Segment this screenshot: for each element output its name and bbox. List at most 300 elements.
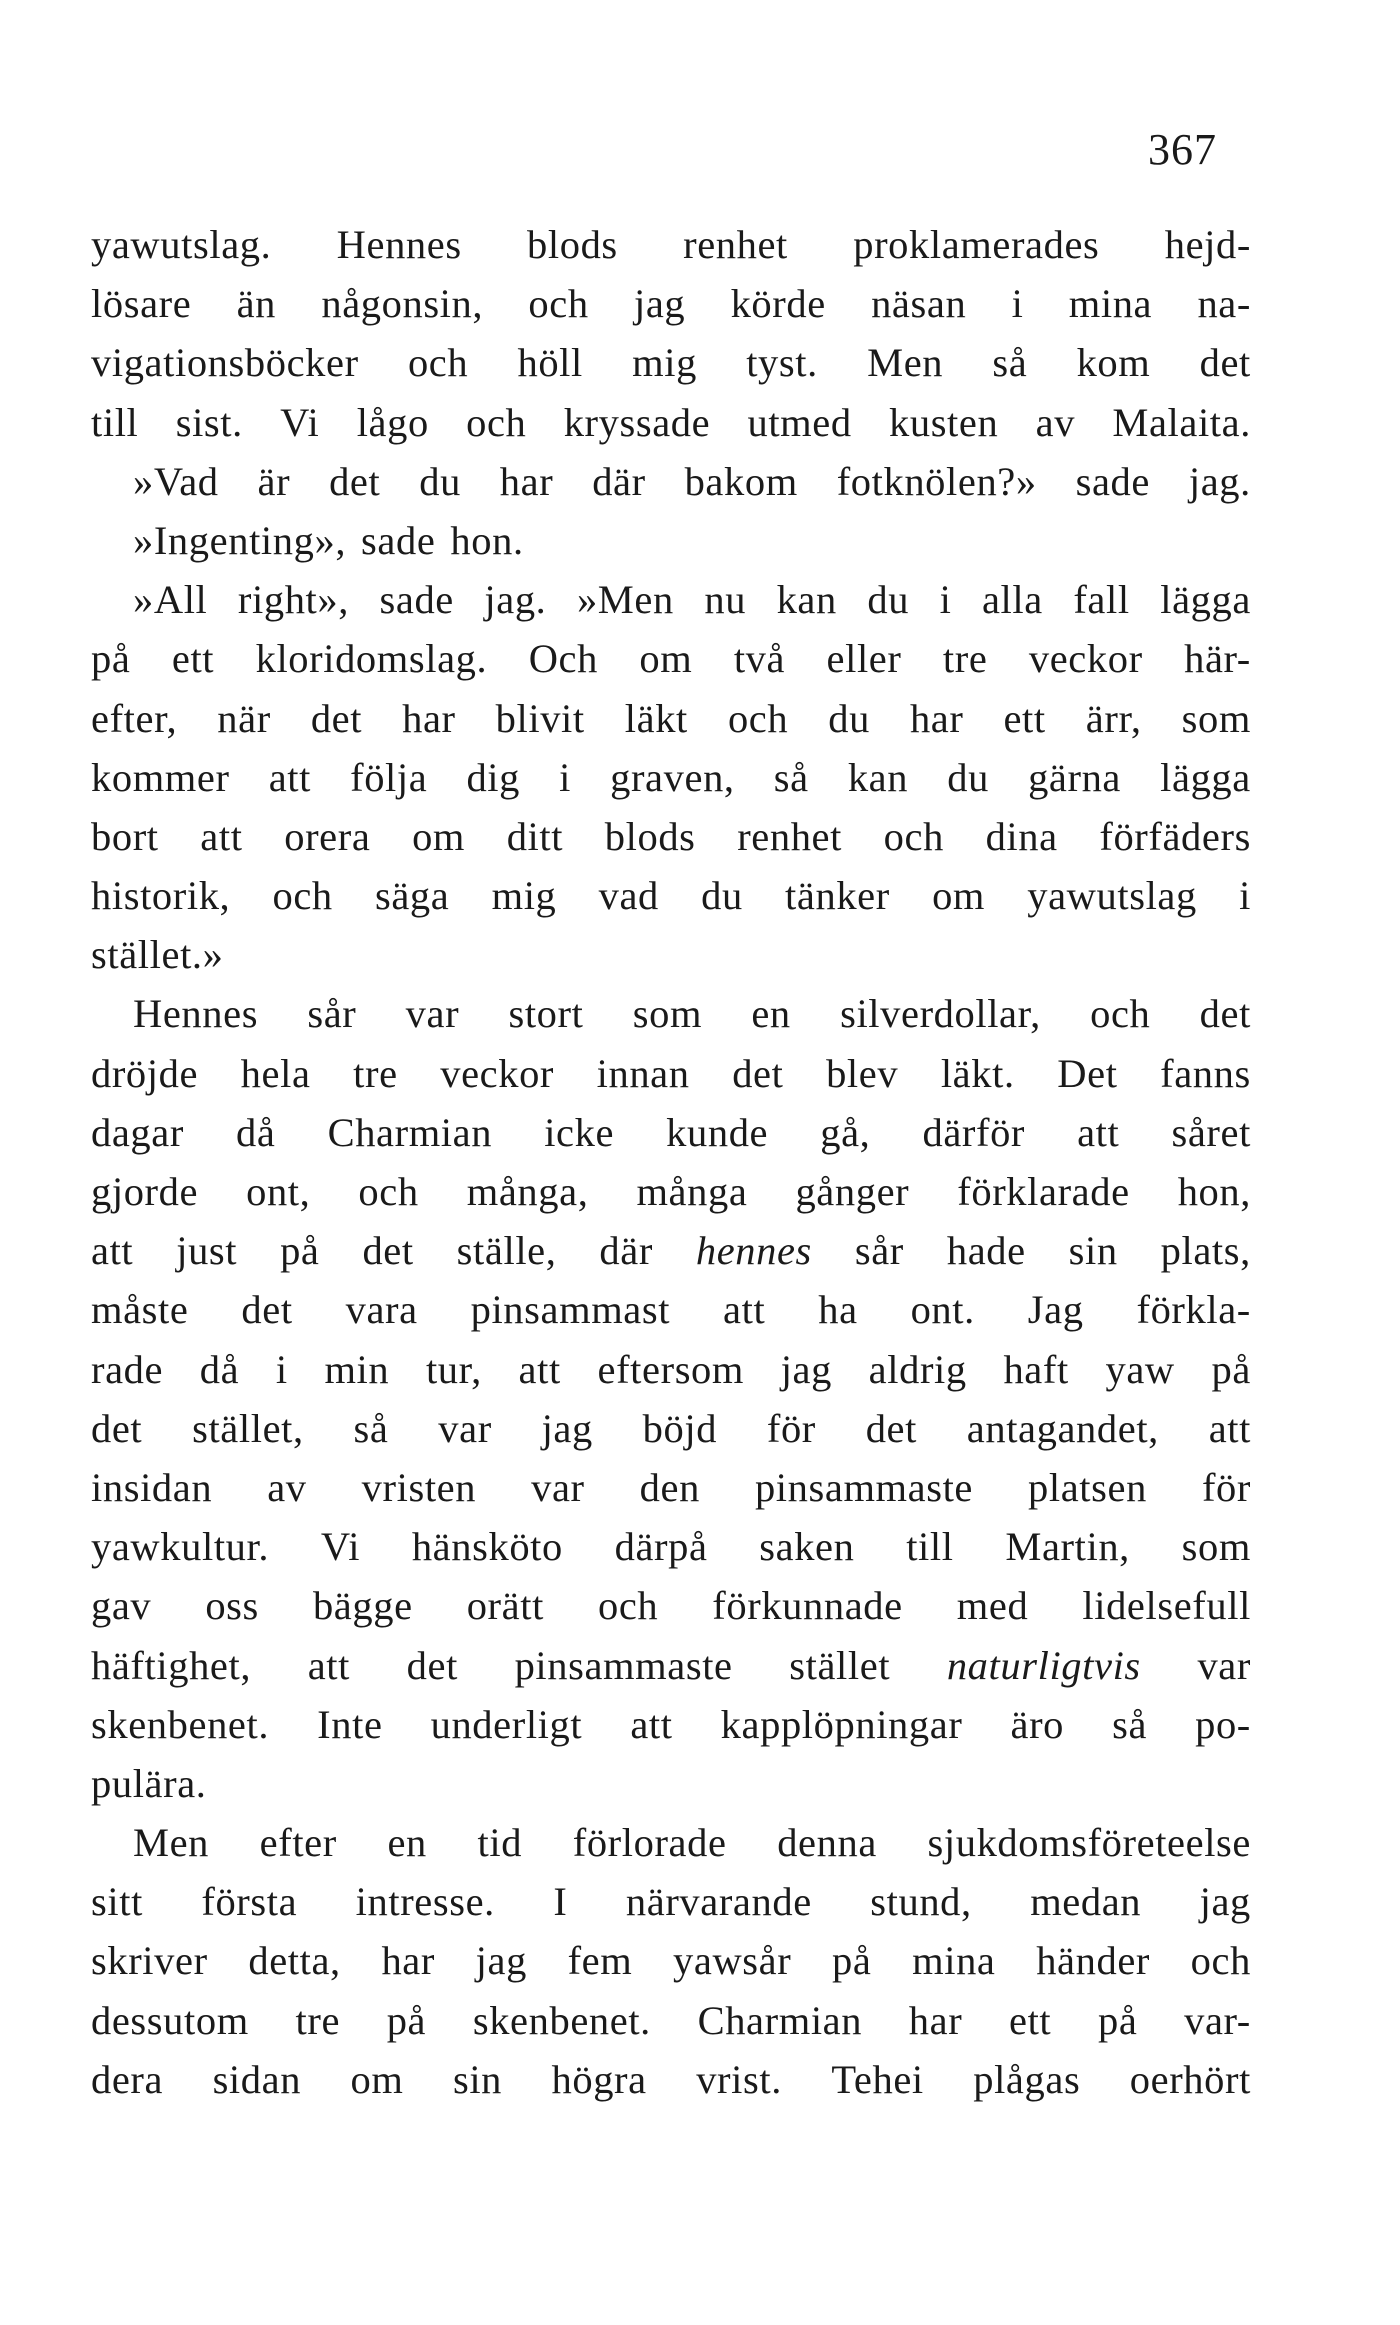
word: så [773,754,809,800]
word: att [1077,1109,1120,1155]
word: höll [517,340,583,386]
word: det [362,1228,414,1274]
word: att [630,1701,673,1747]
word: som [1181,695,1251,741]
word: tyst. [746,340,818,386]
word: eller [826,636,902,682]
word: Men [133,1820,210,1866]
word: silverdollar, [840,991,1041,1037]
text-line [91,215,1251,274]
word: det [406,1642,458,1688]
word: det [1199,991,1251,1037]
word: i [939,577,952,623]
word: jag [780,1346,832,1392]
word: var- [1184,1997,1251,2043]
word: dessutom [91,1997,249,2043]
text-line [91,689,1251,748]
word: Vi [280,399,320,445]
word: närvarande [625,1879,812,1925]
word: veckor [440,1050,555,1096]
word: alla [981,577,1043,623]
word: jag [541,1405,593,1451]
word: och [407,340,469,386]
word: på [91,636,131,682]
word: och [1090,991,1151,1037]
word: gånger [795,1169,910,1214]
word: tre [942,636,988,682]
word: och [528,281,589,327]
word: ett [171,636,215,682]
word: naturligtvis [946,1642,1141,1688]
text-line [91,333,1251,392]
word: gå, [820,1109,871,1155]
word: po- [1195,1701,1251,1747]
word: på [832,1938,872,1984]
word: ett [1003,695,1046,741]
word: att [1208,1405,1251,1451]
text-line [91,1695,1251,1754]
word: om [932,873,986,919]
word: historik, [91,873,231,919]
word: jag [1199,1879,1251,1925]
word: har [499,458,554,504]
word: det [329,458,381,504]
word: av [267,1464,307,1510]
word: dera [91,2056,164,2102]
word: du [947,754,989,800]
word: tre [295,1997,341,2043]
word: om [639,636,693,682]
word: och [466,399,527,445]
word: ett [1009,1997,1052,2043]
word: kloridomslag. [255,636,488,682]
word: en [751,991,791,1037]
word: oss [205,1583,259,1629]
word: just [176,1228,238,1274]
word: det [241,1287,293,1333]
text-line [91,1517,1251,1576]
word: sidan [212,2056,302,2102]
word: oerhört [1129,2056,1251,2102]
word: lågo [356,399,429,445]
word: blods [527,222,618,267]
word: läkt. [940,1050,1015,1096]
word: pinsammast [470,1287,671,1333]
word: därpå [614,1524,708,1570]
word: tur, [425,1346,482,1392]
word: fotknölen?» [836,458,1037,504]
word: kusten [889,399,999,445]
word: proklamerades [853,222,1100,267]
word: och [272,873,333,919]
text-line [91,748,1251,807]
word: ont, [246,1169,311,1214]
word: det [91,1405,143,1451]
word: efter [259,1820,337,1866]
word: följa [350,754,428,800]
text-line [91,1636,1251,1695]
word: hejd- [1164,222,1251,267]
word: måste [91,1287,189,1333]
word: Jag [1027,1287,1084,1333]
word: såret [1171,1109,1251,1155]
word: stället [789,1642,891,1688]
word: antagandet, [966,1405,1159,1451]
text-line [91,1162,1251,1221]
word: lösare [91,281,192,327]
word: mig [632,340,697,386]
word: orätt [466,1583,544,1629]
word: att [200,813,243,859]
word: hade [946,1228,1026,1274]
word: häftighet, [91,1642,252,1688]
word: tänker [785,873,890,919]
word: innan [596,1050,690,1096]
word: right», [237,577,349,623]
word: kan [776,577,837,623]
word: vara [345,1287,418,1333]
word: dina [985,813,1058,859]
word: det [1199,340,1251,386]
word: för [766,1405,816,1451]
text-line [91,1754,1251,1813]
word: yawutslag. [91,222,272,267]
word: att [723,1287,766,1333]
page-number: 367 [1148,125,1217,174]
word: Inte [317,1701,383,1747]
word: i [559,754,571,800]
word: kunde [666,1109,769,1155]
text-line [91,629,1251,688]
word: av [1035,399,1076,445]
word: gärna [1028,754,1122,800]
word: kan [847,754,909,800]
word: I [553,1879,568,1925]
word: till [91,399,139,445]
word: sjukdomsföreteelse [927,1820,1251,1866]
word: till [906,1524,954,1570]
word: pulära. [91,1760,207,1806]
word: bort [91,813,159,859]
word: graven, [610,754,735,800]
word: Tehei [831,2056,924,2102]
word: och [1190,1938,1251,1984]
word: denna [777,1820,877,1866]
word: skriver [91,1938,208,1984]
word: var [531,1464,585,1510]
word: renhet [683,222,788,267]
text-line [91,1340,1251,1399]
word: »Men [576,577,674,623]
word: så [992,340,1028,386]
word: böjd [642,1405,718,1451]
word: renhet [737,813,842,859]
word: förfäders [1099,813,1251,859]
word: mina [1068,281,1153,327]
word: så [1112,1701,1148,1747]
word: hon, [1177,1169,1251,1214]
word: i [1011,281,1024,327]
word: gjorde [91,1169,199,1214]
word: Det [1057,1050,1118,1096]
word: i [275,1346,288,1392]
word: lidelsefull [1082,1583,1251,1629]
word: vad [598,873,659,919]
word: och [358,1169,419,1214]
word: fanns [1160,1050,1251,1096]
word: yawutslag [1027,873,1197,919]
word: rade [91,1346,164,1392]
text-line [91,866,1251,925]
word: mina [912,1938,996,1984]
word: »Vad [133,458,219,504]
word: händer [1036,1938,1150,1984]
word: jag [633,281,686,327]
word: medan [1030,1879,1142,1925]
word: är [257,458,291,504]
word: du [419,458,461,504]
word: hela [240,1050,311,1096]
word: saken [759,1524,855,1570]
text-line [91,1872,1251,1931]
word: på [1097,1997,1138,2043]
word: du [828,695,870,741]
word: vrist. [696,2056,782,2102]
word: intresse. [355,1879,495,1925]
word: gav [91,1583,152,1629]
word: hon. [450,517,524,563]
word: kapplöpningar [720,1701,963,1747]
word: så [353,1405,389,1451]
word: ställe, [456,1228,557,1274]
word: om [350,2056,404,2102]
word: haft [1003,1346,1069,1392]
word: och [597,1583,659,1629]
word: jag. [1188,458,1251,504]
word: kommer [91,754,230,800]
word: stund, [870,1879,972,1925]
word: yawsår [673,1938,792,1984]
word: underligt [430,1701,583,1747]
word: skenbenet. [472,1997,651,2043]
word: dröjde [91,1050,199,1096]
word: ärr, [1085,695,1142,741]
word: det [732,1050,784,1096]
body-text [91,215,1251,2109]
word: Men [867,340,944,386]
word: och [883,813,944,859]
word: Hennes [133,991,259,1037]
word: på [280,1228,320,1274]
text-line [91,1044,1251,1103]
word: efter, [91,695,178,741]
word: att [307,1642,350,1688]
word: fem [567,1938,633,1984]
word: och [727,695,789,741]
word: dig [466,754,521,800]
word: pinsammaste [514,1642,733,1688]
word: jag [475,1938,527,1984]
word: säga [375,873,450,919]
word: då [199,1346,240,1392]
word: var [438,1405,492,1451]
word: mig [491,873,557,919]
word: som [632,991,703,1037]
word: förkunnade [712,1583,903,1629]
word: stället, [192,1405,304,1451]
word: sår [307,991,357,1037]
text-line [91,807,1251,866]
text-line [91,1991,1251,2050]
word: veckor [1028,636,1143,682]
word: min [324,1346,390,1392]
word: bakom [684,458,798,504]
word: tid [477,1820,523,1866]
word: sist. [175,399,243,445]
word: pinsammaste [754,1464,974,1510]
word: Martin, [1005,1524,1130,1570]
word: na- [1197,281,1251,327]
word: sade [1075,458,1150,504]
word: Malaita. [1112,399,1251,445]
word: »All [133,577,208,623]
word: aldrig [868,1346,967,1392]
word: stort [508,991,584,1037]
word: där [599,1228,653,1274]
word: körde [730,281,826,327]
word: ha [818,1287,858,1333]
word: Charmian [327,1109,493,1155]
word: många [636,1169,748,1214]
word: det [865,1405,917,1451]
word: att [268,754,311,800]
word: blev [826,1050,899,1096]
word: förkla- [1136,1287,1251,1333]
word: vigationsböcker [91,340,359,386]
text-line [91,2050,1251,2109]
text-line [91,1280,1251,1339]
word: insidan [91,1464,213,1510]
word: hennes [695,1228,812,1274]
word: lägga [1160,577,1251,623]
text-line [91,1576,1251,1635]
word: plågas [973,2056,1081,2102]
word: detta, [248,1938,341,1984]
word: ditt [506,813,564,859]
word: om [412,813,466,859]
word: nu [704,577,747,623]
word: blivit [495,695,585,741]
word: har [908,1997,963,2043]
word: yawkultur. [91,1524,270,1570]
word: Och [528,636,598,682]
word: har [909,695,964,741]
word: sin [1068,1228,1118,1274]
word: på [1211,1346,1251,1392]
text-line [91,984,1251,1043]
word: att [518,1346,561,1392]
word: det [310,695,363,741]
word: »Ingenting», [133,517,347,563]
word: äro [1010,1701,1065,1747]
word: skenbenet. [91,1701,270,1747]
word: med [956,1583,1029,1629]
word: plats, [1160,1228,1251,1274]
word: att [91,1228,134,1274]
text-line [91,511,1251,570]
word: som [1181,1524,1251,1570]
word: näsan [871,281,967,327]
text-line [91,925,1251,984]
word: ont. [910,1287,975,1333]
word: jag. [484,577,547,623]
word: högra [551,2056,647,2102]
word: Charmian [697,1997,863,2043]
word: första [201,1879,298,1925]
word: två [733,636,786,682]
word: blods [604,813,696,859]
word: tre [353,1050,398,1096]
word: var [405,991,460,1037]
word: sin [452,2056,503,2102]
word: eftersom [597,1346,745,1392]
word: sitt [91,1879,143,1925]
word: vristen [361,1464,477,1510]
text-line [91,1103,1251,1162]
word: hänsköto [411,1524,563,1570]
word: platsen [1028,1464,1147,1510]
word: Hennes [336,222,462,267]
word: förlorade [572,1820,727,1866]
word: förklarade [957,1169,1130,1214]
text-line [91,1221,1251,1280]
word: läkt [624,695,688,741]
text-line [91,393,1251,452]
word: yaw [1105,1346,1175,1392]
word: i [1239,873,1251,919]
word: där [592,458,646,504]
word: en [387,1820,427,1866]
word: sade [379,577,454,623]
word: du [701,873,743,919]
text-line [91,570,1251,629]
word: sår [854,1228,904,1274]
text-line [91,274,1251,333]
word: fall [1073,577,1130,623]
word: dagar [91,1109,184,1155]
word: för [1201,1464,1251,1510]
word: den [639,1464,700,1510]
word: kryssade [563,399,711,445]
word: när [217,695,271,741]
text-line [91,1931,1251,1990]
word: här- [1184,636,1251,682]
word: sade [361,517,436,563]
word: orera [284,813,371,859]
text-line [91,1399,1251,1458]
word: än [236,281,277,327]
word: lägga [1160,754,1251,800]
word: har [402,695,456,741]
word: har [381,1938,435,1984]
word: bägge [312,1583,413,1629]
word: Vi [320,1524,361,1570]
word: därför [922,1109,1026,1155]
word: någonsin, [321,281,484,327]
text-line [91,1458,1251,1517]
word: kom [1076,340,1151,386]
text-line [91,452,1251,511]
